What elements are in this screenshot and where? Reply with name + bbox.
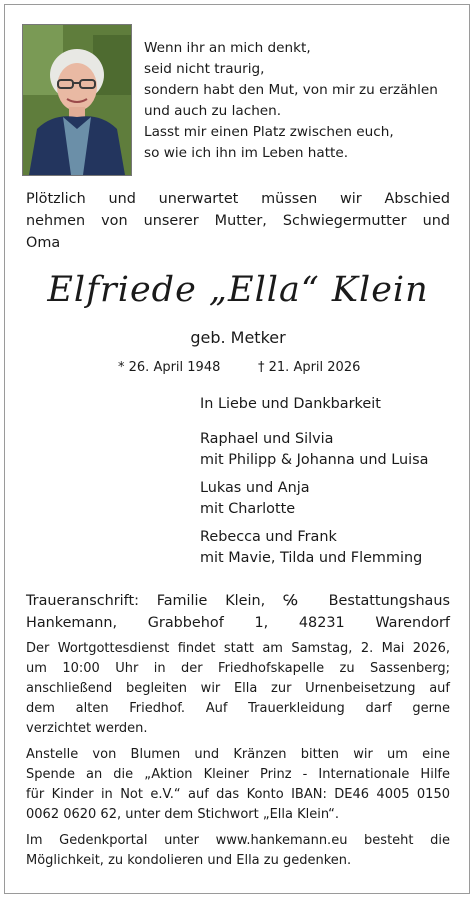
donation-line: 0062 0620 62, unter dem Stichwort „Ella Klein“. <box>26 807 340 822</box>
death-date: † 21. April 2026 <box>258 360 361 375</box>
family-line: mit Mavie, Tilda und Flemming <box>200 550 423 566</box>
portal-line: Möglichkeit, zu kondolieren und Ella zu gedenken. <box>26 853 352 868</box>
poem <box>144 38 464 164</box>
donation-line: Anstelle von Blumen und Kränzen bitten wir um eine <box>26 747 450 762</box>
family-line: mit Philipp & Johanna und Luisa <box>200 452 429 468</box>
service-line: verzichtet werden. <box>26 721 148 736</box>
deceased-name: Elfriede „Ella“ Klein <box>47 270 429 310</box>
portal-line: Im Gedenkportal unter www.hankemann.eu besteht die <box>26 833 450 848</box>
service-line: um 10:00 Uhr in der Friedhofskapelle zu Sassenberg; <box>26 661 450 676</box>
address-line: Traueranschrift: Familie Klein, ℅ Bestattungshaus <box>26 593 450 609</box>
mourning-address <box>26 590 450 634</box>
poem-line: und auch zu lachen. <box>144 103 282 119</box>
poem-line: sondern habt den Mut, von mir zu erzählen <box>144 82 438 98</box>
service-line: Der Wortgottesdienst findet statt am Samstag, 2. Mai 2026, <box>26 641 450 656</box>
family-group <box>200 527 470 569</box>
family-list <box>200 394 470 576</box>
family-line: Lukas und Anja <box>200 480 310 496</box>
poem-line: seid nicht traurig, <box>144 61 265 77</box>
portrait-photo <box>22 24 132 176</box>
portal-paragraph <box>26 831 450 871</box>
family-lead: In Liebe und Dankbarkeit <box>200 396 381 412</box>
donation-paragraph <box>26 745 450 825</box>
donation-line: Spende an die „Aktion Kleiner Prinz - Internationale Hilfe <box>26 767 450 782</box>
intro-line: nehmen von unserer Mutter, Schwiegermutter und <box>26 213 450 229</box>
service-paragraph <box>26 639 450 739</box>
donation-line: für Kinder in Not e.V.“ auf das Konto IBAN: DE46 4005 0150 <box>26 787 450 802</box>
birth-date: * 26. April 1948 <box>118 360 221 375</box>
poem-line: Lasst mir einen Platz zwischen euch, <box>144 124 394 140</box>
address-line: Hankemann, Grabbehof 1, 48231 Warendorf <box>26 615 450 631</box>
intro-line: Oma <box>26 235 61 251</box>
poem-line: Wenn ihr an mich denkt, <box>144 40 311 56</box>
family-line: mit Charlotte <box>200 501 296 517</box>
birth-name: geb. Metker <box>190 328 286 347</box>
poem-line: so wie ich ihn im Leben hatte. <box>144 145 349 161</box>
service-line: dem alten Friedhof. Auf Trauerkleidung darf gerne <box>26 701 450 716</box>
family-line: Raphael und Silvia <box>200 431 334 447</box>
family-group <box>200 429 470 471</box>
intro-text <box>26 188 450 254</box>
notes <box>26 639 450 877</box>
intro-line: Plötzlich und unerwartet müssen wir Abschied <box>26 191 450 207</box>
family-line: Rebecca und Frank <box>200 529 337 545</box>
family-group <box>200 478 470 520</box>
service-line: anschließend begleiten wir Ella zur Urnenbeisetzung auf <box>26 681 450 696</box>
portrait-illustration <box>23 25 131 175</box>
